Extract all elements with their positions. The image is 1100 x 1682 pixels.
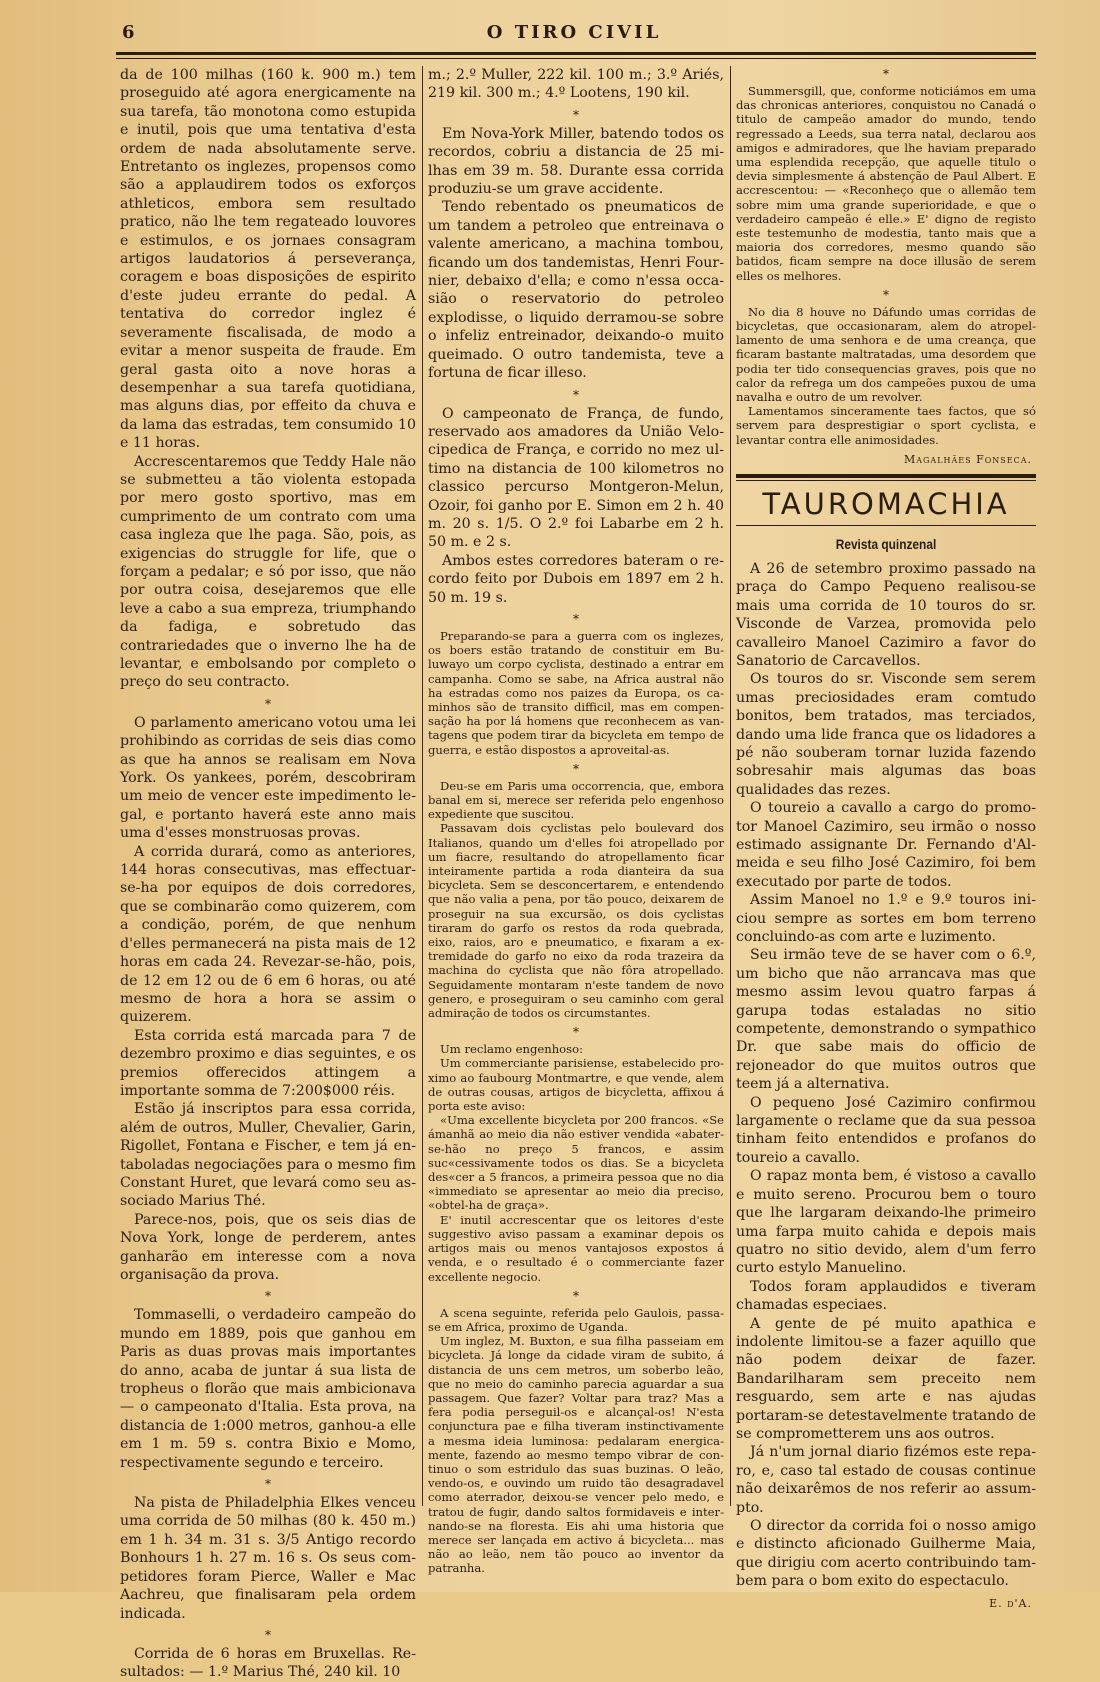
news-item: Um inglez, M. Buxton, e sua filha passeiam em bicycleta. Já longe da cidade viram de subito, á distancia de uns cem metros, um soberbo leão, que no meio do caminho parecia aguardar a sua passagem. Que fazer? Voltar para traz? Mas a fera podia perseguil-os e alcançal-os! N'esta conjunctura pae e filha tiveram instinctivamente a mesma ideia luminosa: pedalaram energicamente, fazendo ao mesmo tempo vibrar de continuo o som estridulo das suas buzinas. O leão, vendo-os, e ouvindo um ruido tão desagradavel como aterrador, deixou-se vencer pelo medo, e tratou de fugir, dando saltos formidaveis e internando-se na floresta. Eis ahi uma historia que merece ser lançada em activo á bicycleta... mas não ao leão, nem tão pouco ao inventor da patranha.: [428, 1334, 724, 1576]
article-paragraph: O rapaz monta bem, é vistoso a cavallo e muito sereno. Procurou bem o touro que lhe largaram deixando-lhe primeiro uma farpa muito cahida e depois mais quatro no sitio devido, alem d'um ferro curto estylo Manuelino.: [736, 1168, 1036, 1277]
separator-star: *: [573, 1025, 579, 1040]
separator-star: *: [573, 1288, 579, 1303]
article-paragraph: O parlamento americano votou uma lei prohibindo as corridas de seis dias como as que ha annos se realisam em Nova York. Os yankees, porém, descobriram um meio de vencer este impedimento legal, e portanto haverá este anno mais uma d'esses monstruosas provas.: [120, 714, 416, 842]
separator-star: *: [883, 67, 889, 81]
article-paragraph: Em Nova-York Miller, batendo todos os recordos, cobriu a distancia de 25 milhas em 39 m. 58. Durante essa corrida produziu-se um grave accidente.: [428, 125, 724, 198]
article-paragraph: Esta corrida está marcada para 7 de dezembro proximo e dias seguintes, e os premios offerecidos attingem a importante somma de 7:200$000 réis.: [120, 1027, 416, 1099]
header-rule: [116, 52, 1036, 55]
article-paragraph: Accrescentaremos que Teddy Hale não se submetteu a tão violenta estopada por mero gosto sportivo, mas em cumprimento de um contrato com uma casa ingleza que lhe paga. São, pois, as exigencias do struggle for life, que o forçam a pedalar; e só por isso, que não por outra coisa, desejaremos que elle leve a cabo a sua empreza, triumphando da fadiga, e sobretudo das contrariedades que o inverno lhe ha de levantar, e embolsando por completo o preço do seu contracto.: [120, 453, 416, 691]
article-paragraph: Assim Manoel no 1.º e 9.º touros iniciou sempre as sortes em bom terreno concluindo-as com arte e luzimento.: [736, 892, 1036, 945]
article-paragraph: O toureio a cavallo a cargo do promotor Manoel Cazimiro, seu irmão o nosso estimado assignante Dr. Fernando d'Almeida e seu filho José Cazimiro, foi bem executado por parte de todos.: [736, 800, 1036, 890]
article-paragraph: Tommaselli, o verdadeiro campeão do mundo em 1889, pois que ganhou em Paris as duas provas mais importantes do anno, acaba de juntar á sua lista de tropheus o florão que mais ambicionava — o campeonato d'Italia. Esta prova, na distancia de 1:000 metros, ganhou-a elle em 1 m. 59 s. contra Bixio e Momo, respectivamente segundo e terceiro.: [120, 1307, 416, 1471]
column-1: [120, 66, 416, 1681]
news-item: E' inutil accrescentar que os leitores d'este suggestivo aviso passam a examinar depois os artigos mais ou menos vantajosos expostos á venda, e o resultado é o commerciante fazer excellente negocio.: [428, 1212, 724, 1284]
news-item: Passavam dois cyclistas pelo boulevard dos Italianos, quando um d'elles foi atropellado por um fiacre, resultando do atropellamento ficar inteiramente partida a roda dianteira da sua bicycleta. Sem se desconcertarem, e entendendo que não valia a pena, por tão pouco, deixarem de proseguir na sua excursão, os dois cyclistas tiraram do garfo os restos da roda quebrada, eixo, raios, aro e pneumatico, e fixaram a extremidade do garfo no eixo da roda trazeira da machina do cyclista que não fôra atropellado. Seguidamente montaram n'este tandem de novo genero, e proseguiram o seu caminho com geral admiração de todos os circumstantes.: [428, 821, 724, 1021]
article-paragraph: m.; 2.º Muller, 222 kil. 100 m.; 3.º Ariés, 219 kil. 300 m.; 4.º Lootens, 190 kil.: [428, 67, 724, 102]
column-divider-2: [730, 66, 731, 1506]
separator-star: *: [265, 1627, 271, 1642]
author-signature: Magalhães Fonseca.: [904, 452, 1032, 466]
article-paragraph: da de 100 milhas (160 k. 900 m.) tem proseguido até agora energicamente na sua tarefa, tão monotona como estupida e inutil, pois que uma tentativa d'esta ordem de nada absolutamente serve. Entretanto os inglezes, propensos como são a applaudirem todos os exforços athleticos, embora sem resultado pratico, não lhe tem regateado louvores e estimulos, e os jornaes consagram artigos laudatorios á perseverança, coragem e boas disposições de espirito d'este judeu errante do pedal. A tentativa do corredor inglez é severamente fiscalisada, de modo a evitar a menor suspeita de fraude. Em geral gasta oito a nove horas a desempenhar a sua tarefa quotidiana, mas alguns dias, por effeito da chuva e da lama das estradas, tem consumido 10 e 11 horas.: [120, 67, 416, 452]
newspaper-title: O TIRO CIVIL: [486, 22, 662, 43]
article-paragraph: O director da corrida foi o nosso amigo e distincto aficionado Guilherme Maia, que dirigiu com acerto contribuindo tambem para o bom exito do espectaculo.: [736, 1518, 1036, 1590]
article-paragraph: Parece-nos, pois, que os seis dias de Nova York, longe de perderem, antes ganharão em interesse com a nova organisação da prova.: [120, 1211, 416, 1283]
news-item: «Uma excellente bicycleta por 200 francos. «Se ámanhã ao meio dia não estiver vendida «abater-se-hão no preço 5 francos, e assim suc«cessivamente todos os dias. Se a bicycleta des«cer a 5 francos, a primeira pessoa que no dia «immediato se apresentar ao meio dia preciso, «obtel-ha de graça».: [428, 1113, 724, 1213]
section-title: TAUROMACHIA: [762, 486, 1010, 521]
separator-star: *: [265, 1289, 271, 1304]
article-paragraph: Tendo rebentado os pneumaticos de um tandem a petroleo que entreinava o valente americano, a machina tombou, ficando um dos tandemistas, Henri Fournier, debaixo d'ella; e como n'essa occasião o reservatorio do petroleo explodisse, o liquido derramou-se sobre o infeliz entreinador, deixando-o muito queimado. O outro tandemista, teve a fortuna de ficar illeso.: [428, 199, 724, 382]
section-rule-thin: [736, 480, 1036, 481]
article-paragraph: A 26 de setembro proximo passado na praça do Campo Pequeno realisou-se mais uma corrida de 10 touros do sr. Visconde de Varzea, promovida pelo cavalleiro Manoel Cazimiro a favor do Sanatorio de Carcavellos.: [736, 560, 1036, 669]
header-rule-thin: [116, 58, 1036, 59]
separator-star: *: [573, 761, 579, 776]
separator-star: *: [573, 107, 579, 122]
article-paragraph: Os touros do sr. Visconde sem serem umas preciosidades eram comtudo bonitos, bem tratados, mas terciados, dando uma lide franca que os lidadores a pé não souberam tornar luzida fazendo sobresahir mais algumas das boas qualidades das rezes.: [736, 671, 1036, 798]
news-item: No dia 8 houve no Dáfundo umas corridas de bicycletas, que occasionaram, alem do atropellamento de uma senhora e de uma creança, que ficaram bastante maltratadas, uma desordem que podia ter tido consequencias graves, pois que no calor da refrega um dos campeões puxou de uma navalha e outro de um revolver.: [736, 304, 1036, 405]
article-paragraph: Estão já inscriptos para essa corrida, além de outros, Muller, Chevalier, Garin, Rigollet, Fontana e Fischer, e tem já entaboladas negociações para o mesmo fim Constant Huret, que levará como seu associado Marius Thé.: [120, 1101, 416, 1210]
news-item: Summersgill, que, conforme noticiámos em uma das chronicas anteriores, conquistou no Canadá o titulo de campeão amador do mundo, tendo regressado a Leeds, sua terra natal, declarou aos amigos e admiradores, que lhe haviam preparado uma esplendida recepção, que aquelle titulo o devia simplesmente á abstenção de Paul Albert. E accrescentou: — «Reconheço que o allemão tem sobre mim uma grande superioridade, e que o verdadeiro campeão é elle.» E' digno de registo este testemunho de modestia, tanto mais que a maioria dos corredores, mesmo quando são batidos, ficam sempre na doce illusão de serem elles os melhores.: [736, 84, 1036, 283]
article-paragraph: O pequeno José Cazimiro confirmou largamente o reclame que da sua pessoa tinham feito entendidos e profanos do toureio a cavallo.: [736, 1094, 1036, 1166]
news-item: Deu-se em Paris uma occorrencia, que, embora banal em si, merece ser referida pelo engenhoso expediente que suscitou.: [428, 778, 724, 822]
author-signature: E. d'A.: [989, 1596, 1032, 1610]
separator-star: *: [265, 1477, 271, 1492]
separator-star: *: [883, 287, 889, 302]
column-2: [428, 66, 724, 1576]
article-paragraph: Na pista de Philadelphia Elkes venceu uma corrida de 50 milhas (80 k. 450 m.) em 1 h. 34 m. 31 s. 3/5 Antigo recordo Bonhours 1 h. 27 m. 16 s. Os seus competidores foram Pierce, Waller e Mac Aachreu, que finalisaram pela ordem indicada.: [120, 1495, 416, 1622]
separator-star: *: [265, 696, 271, 711]
column-3: [736, 66, 1036, 1610]
column-divider-1: [422, 66, 423, 1506]
news-item: Preparando-se para a guerra com os inglezes, os boers estão tratando de constituir em Buluwayo um corpo cyclista, destinado a entrar em campanha. Como se sabe, na Africa austral não ha estradas como nos paizes da Europa, os caminhos são de transito difficil, mas em compensação ha por lá homens que reconhecem as vantagens que podem tirar da bicycleta em tempo de guerra, e estão dispostos a aproveital-as.: [428, 628, 724, 757]
page-header: [112, 22, 1036, 50]
article-paragraph: A gente de pé muito apathica e indolente limitou-se a fazer aquillo que não podem deixar de fazer. Bandarilharam sem preceito nem resguardo, sem arte e nas ajudas portaram-se detestavelmente tratando de se comprometterem uns aos outros.: [736, 1315, 1036, 1442]
article-paragraph: A corrida durará, como as anteriores, 144 horas consecutivas, mas effectuar-se-ha por equipos de dois corredores, que se combinarão como quizerem, com a condição, porém, de que nenhum d'elles permanecerá na pista mais de 12 horas em cada 24. Revezar-se-hão, pois, de 12 em 12 ou de 6 em 6 horas, ou até mesmo de hora a hora se assim o quizerem.: [120, 843, 416, 1026]
news-item: Um commerciante parisiense, estabelecido proximo ao faubourg Montmartre, e que vende, alem de outras cousas, artigos de bicycletta, affixou á porta este aviso:: [428, 1056, 724, 1114]
article-paragraph: Seu irmão teve de se haver com o 6.º, um bicho que não arrancava mas que mesmo assim levou quatro farpas á garupa todas estaladas no sitio competente, demonstrando o sympathico Dr. que sabe mais do officio de rejoneador do que muitos outros que teem já a alternativa.: [736, 947, 1036, 1093]
section-rule-under: [736, 525, 1036, 526]
news-item: A scena seguinte, referida pelo Gaulois, passa-se em Africa, proximo de Uganda.: [428, 1305, 724, 1334]
news-item: Lamentamos sinceramente taes factos, que só servem para desprestigiar o sport cyclista, e levantar contra elle animosidades.: [736, 404, 1036, 447]
separator-star: *: [573, 387, 579, 402]
section-rule: [736, 474, 1036, 478]
article-paragraph: Corrida de 6 horas em Bruxellas. Resultados: — 1.º Marius Thé, 240 kil. 10: [120, 1645, 416, 1681]
separator-star: *: [573, 611, 579, 626]
article-paragraph: O campeonato de França, de fundo, reservado aos amadores da União Velocipedica de França, e corrido no mez ultimo na distancia de 100 kilometros no classico percurso Montgeron-Melun, Ozoir, foi ganho por E. Simon em 2 h. 40 m. 20 s. 1/5. O 2.º foi Labarbe em 2 h. 50 m. e 2 s.: [428, 405, 724, 551]
section-subtitle: Revista quinzenal: [835, 535, 937, 552]
news-item: Um reclamo engenhoso:: [440, 1042, 583, 1057]
article-paragraph: Ambos estes corredores bateram o recordo feito por Dubois em 1897 em 2 h. 50 m. 19 s.: [428, 552, 724, 606]
article-paragraph: Já n'um jornal diario fizémos este reparo, e, caso tal estado de cousas continue não deixarêmos de nos referir ao assumpto.: [736, 1444, 1036, 1516]
page-number: 6: [122, 22, 135, 43]
article-paragraph: Todos foram applaudidos e tiveram chamadas especiaes.: [736, 1278, 1036, 1314]
